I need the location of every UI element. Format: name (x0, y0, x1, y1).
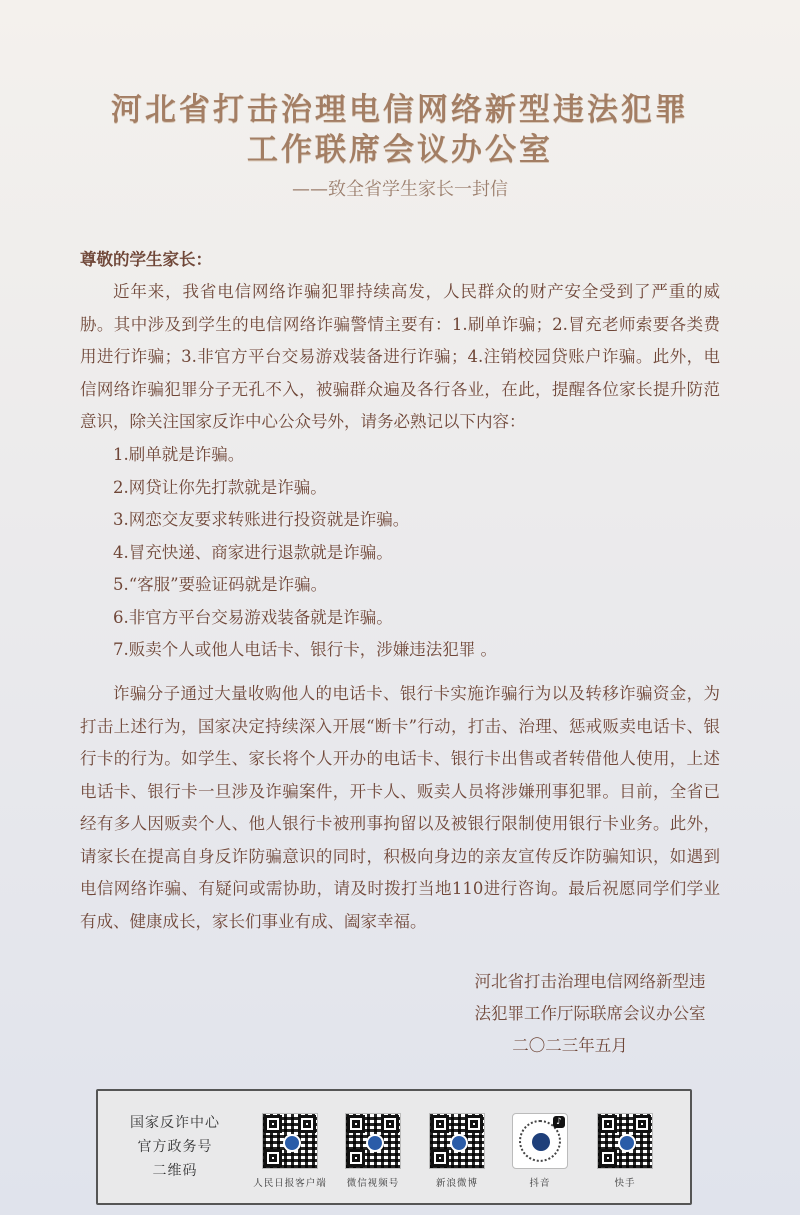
qr-code-icon[interactable] (345, 1113, 401, 1169)
qr-label-line: 国家反诈中心 (130, 1115, 220, 1131)
list-item: 1.刷单就是诈骗。 (113, 445, 245, 464)
list-item: 6.非官方平台交易游戏装备就是诈骗。 (113, 607, 393, 627)
qr-code-icon[interactable] (597, 1113, 653, 1169)
qr-code-panel (96, 1089, 692, 1205)
title-line-2: 工作联席会议办公室 (247, 132, 553, 168)
qr-item-wechat-channels[interactable] (333, 1113, 413, 1189)
qr-item-kuaishou[interactable] (585, 1113, 665, 1189)
subtitle: ——致全省学生家长一封信 (292, 179, 508, 200)
qr-caption: 快手 (614, 1178, 636, 1189)
signature-line-2: 法犯罪工作厅际联席会议办公室 (474, 1004, 706, 1023)
list-item: 5.“客服”要验证码就是诈骗。 (113, 575, 328, 594)
qr-item-sina-weibo[interactable] (417, 1113, 497, 1189)
closing-paragraph: 诈骗分子通过大量收购他人的电话卡、银行卡实施诈骗行为以及转移诈骗资金，为打击上述行为，国家决定持续深入开展“断卡”行动，打击、治理、惩戒贩卖电话卡、银行卡的行为。如学生、家长将个人开办的电话卡、银行卡出售或者转借他人使用，上述电话卡、银行卡一旦涉及诈骗案件，开卡人、贩卖人员将涉嫌刑事犯罪。目前，全省已经有多人因贩卖个人、他人银行卡被刑事拘留以及被银行限制使用银行卡业务。此外，请家长在提高自身反诈防骗意识的同时，积极向身边的亲友宣传反诈防骗知识，如遇到电信网络诈骗、有疑问或需协助，请及时拨打当地110进行咨询。最后祝愿同学们学业有成、健康成长，家长们事业有成、阖家幸福。 (80, 684, 720, 931)
qr-label-line: 二维码 (152, 1163, 198, 1179)
title-line-1: 河北省打击治理电信网络新型违法犯罪 (111, 92, 689, 128)
qr-code-icon[interactable] (262, 1113, 318, 1169)
intro-paragraph: 近年来，我省电信网络诈骗犯罪持续高发，人民群众的财产安全受到了严重的威胁。其中涉及到学生的电信网络诈骗警情主要有：1.刷单诈骗；2.冒充老师索要各类费用进行诈骗；3.非官方平台交易游戏装备进行诈骗；4.注销校园贷账户诈骗。此外，电信网络诈骗犯罪分子无孔不入，被骗群众遍及各行各业，在此，提醒各位家长提升防范意识，除关注国家反诈中心公众号外，请务必熟记以下内容： (80, 282, 720, 431)
qr-caption: 新浪微博 (435, 1178, 478, 1189)
douyin-code-icon[interactable]: ♪ (512, 1113, 568, 1169)
list-item: 4.冒充快递、商家进行退款就是诈骗。 (113, 542, 393, 562)
qr-code-icon[interactable] (429, 1113, 485, 1169)
signature-date: 二〇二三年五月 (512, 1036, 628, 1055)
qr-label-line: 官方政务号 (137, 1139, 213, 1155)
list-item: 7.贩卖个人或他人电话卡、银行卡，涉嫌违法犯罪 。 (113, 640, 497, 659)
signature-line-1: 河北省打击治理电信网络新型违 (474, 972, 706, 991)
qr-item-douyin[interactable] (500, 1113, 580, 1189)
qr-item-renmin-daily[interactable] (250, 1113, 330, 1189)
greeting: 尊敬的学生家长： (80, 250, 212, 269)
qr-caption: 人民日报客户端 (253, 1178, 327, 1189)
list-item: 2.网贷让你先打款就是诈骗。 (113, 477, 327, 497)
qr-caption: 微信视频号 (346, 1178, 400, 1189)
warning-list (80, 439, 720, 667)
qr-caption: 抖音 (529, 1178, 551, 1189)
list-item: 3.网恋交友要求转账进行投资就是诈骗。 (113, 510, 410, 529)
qr-panel-label (110, 1111, 240, 1183)
